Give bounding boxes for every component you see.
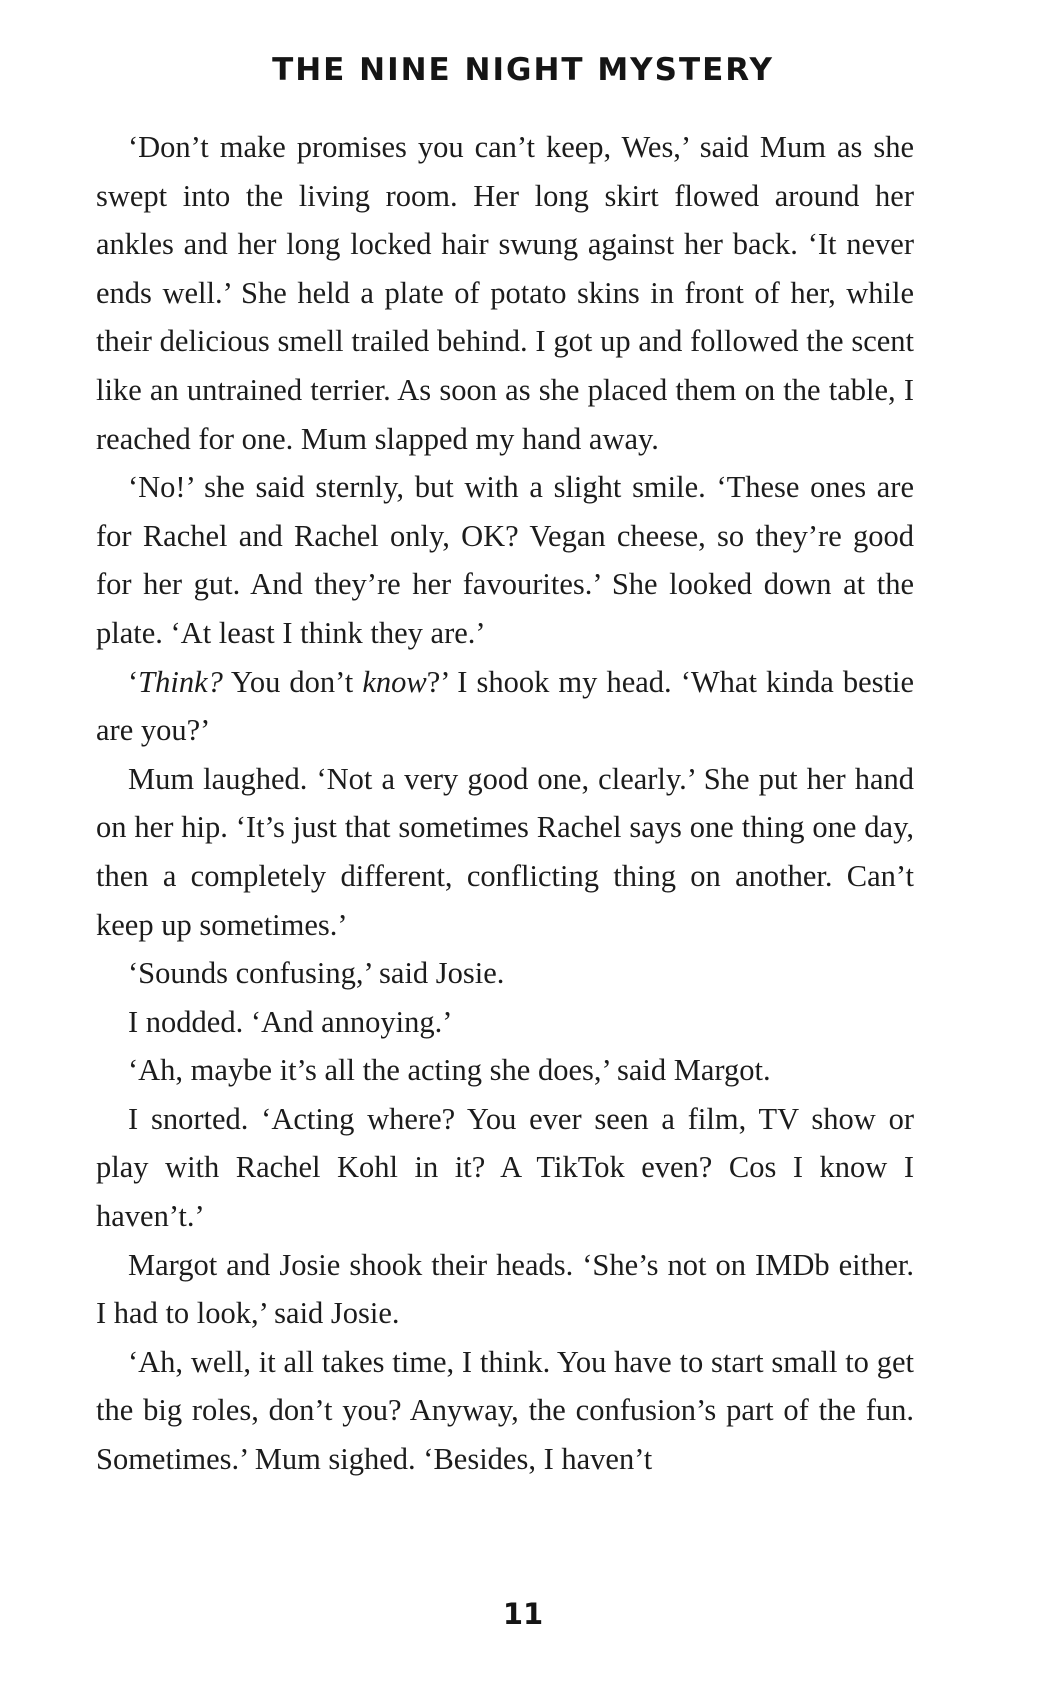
italic-text-run: Think? <box>138 664 223 699</box>
text-run: I snorted. ‘Acting where? You ever seen a film, TV show or play with Rachel Kohl in it? A TikTok even? Cos I know I haven’t.’ <box>96 1101 914 1234</box>
text-run: ‘Sounds confusing,’ said Josie. <box>128 956 505 991</box>
paragraph <box>96 998 914 1047</box>
paragraph <box>96 755 914 949</box>
paragraph <box>96 658 914 755</box>
text-run: ‘Ah, well, it all takes time, I think. You have to start small to get the big roles, don’t you? Anyway, the confusion’s part of the fun. Sometimes.’ Mum sighed. ‘Besides, I haven’t <box>96 1344 914 1477</box>
paragraph <box>96 1338 914 1484</box>
text-run: ‘No!’ she said sternly, but with a slight smile. ‘These ones are for Rachel and Rachel only, OK? Vegan cheese, so they’re good for her gut. And they’re her favourites.’ She looked down at the plate. ‘At least I think they are.’ <box>96 470 914 650</box>
text-run: Margot and Josie shook their heads. ‘She’s not on IMDb either. I had to look,’ said Josie. <box>96 1247 914 1331</box>
paragraph <box>96 1046 914 1095</box>
paragraph <box>96 463 914 657</box>
text-run: Mum laughed. ‘Not a very good one, clearly.’ She put her hand on her hip. ‘It’s just that sometimes Rachel says one thing one day, then a completely different, conflicting thing on another. Can’t keep up sometimes.’ <box>96 761 914 942</box>
text-run: ‘Don’t make promises you can’t keep, Wes,’ said Mum as she swept into the living room. Her long skirt flowed around her ankles and her long locked hair swung against her back. ‘It never ends well.’ She held a plate of potato skins in front of her, while their delicious smell trailed behind. I got up and followed the scent like an untrained terrier. As soon as she placed them on the table, I reached for one. Mum slapped my hand away. <box>96 130 914 456</box>
paragraph <box>96 1095 914 1241</box>
text-run: You don’t <box>222 664 363 699</box>
body-text <box>96 123 914 1484</box>
running-head-title: THE NINE NIGHT MYSTERY <box>272 52 774 88</box>
page-number: 11 <box>502 1597 544 1631</box>
italic-text-run: know <box>362 664 427 699</box>
text-run: ‘Ah, maybe it’s all the acting she does,’ said Margot. <box>128 1053 771 1088</box>
text-run: ‘ <box>128 664 139 699</box>
paragraph <box>96 1241 914 1338</box>
text-run: I nodded. ‘And annoying.’ <box>128 1004 453 1039</box>
text-run: ?’ I shook my head. ‘What kinda bestie are you?’ <box>96 664 914 748</box>
paragraph <box>96 123 914 463</box>
paragraph <box>96 949 914 998</box>
